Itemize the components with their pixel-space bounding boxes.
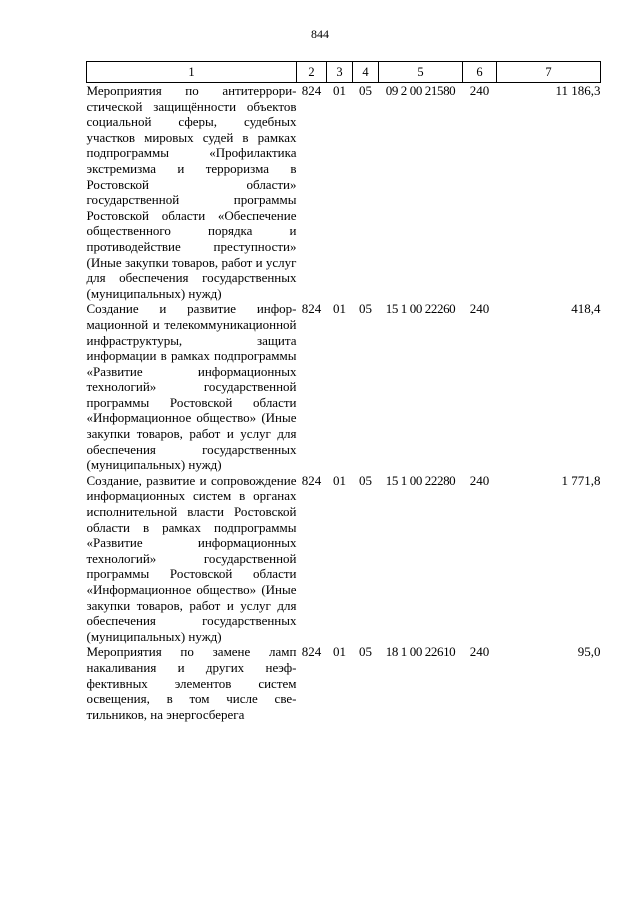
table-row (87, 473, 601, 645)
row-subsection-code: 05 (359, 83, 372, 98)
row-target-code: 15 1 00 22260 (385, 301, 456, 317)
row-ministry-code: 824 (301, 301, 322, 317)
header-col-7: 7 (497, 62, 601, 83)
row-section-code: 01 (333, 301, 346, 317)
header-col-1: 1 (87, 62, 297, 83)
row-section-code: 01 (333, 644, 346, 660)
header-col-5: 5 (379, 62, 463, 83)
row-ministry-code: 824 (301, 83, 322, 98)
row-expense-type: 240 (469, 83, 490, 98)
row-target-code: 18 1 00 22610 (385, 644, 456, 660)
row-target-code: 15 1 00 22280 (385, 472, 456, 488)
row-name: Создание и развитие информационной и телекоммуникационной инфраструктуры, защита информации в рамках подпрограммы «Развитие информационных технологий» государственной программы Ростовской области «Информационное общество» (Иные закупки товаров, работ и услуг для обеспечения государственных (муниципальных) нужд) (86, 301, 297, 473)
row-subsection-code: 05 (359, 644, 372, 660)
row-amount: 95,0 (577, 644, 601, 660)
row-amount: 418,4 (571, 301, 601, 317)
row-amount: 11 186,3 (555, 83, 601, 98)
row-subsection-code: 05 (359, 472, 372, 488)
row-expense-type: 240 (469, 472, 490, 488)
row-amount: 1 771,8 (561, 472, 601, 488)
header-col-2: 2 (297, 62, 327, 83)
page-number: 844 (311, 27, 329, 41)
row-name: Создание, развитие и сопровождение информационных систем в органах исполнительной власти Ростовской области в рамках подпрограммы «Развитие информационных технологий» государственной программы Ростовской области «Информационное общество» (Иные закупки товаров, работ и услуг для обеспечения государственных (муниципальных) нужд) (86, 472, 297, 644)
header-col-3: 3 (327, 62, 353, 83)
row-ministry-code: 824 (301, 472, 322, 488)
header-col-6: 6 (463, 62, 497, 83)
header-col-4: 4 (353, 62, 379, 83)
table-row (87, 83, 601, 302)
table-row (87, 301, 601, 473)
row-ministry-code: 824 (301, 644, 322, 660)
row-expense-type: 240 (469, 644, 490, 660)
budget-table (86, 61, 601, 722)
header-row (87, 62, 601, 83)
row-section-code: 01 (333, 472, 346, 488)
table-row (87, 644, 601, 722)
row-name: Мероприятия по замене ламп накаливания и других неэффективных элементов систем освещения, в том числе светильников, на энергосберега (86, 644, 297, 722)
row-name: Мероприятия по антитеррористической защищённости объектов социальной сферы, судебных участков мировых судей в рамках подпрограммы «Профилактика экстремизма и терроризма в Ростовской области» государственной программы Ростовской области «Обеспечение общественного порядка и противодействие преступности» (Иные закупки товаров, работ и услуг для обеспечения государственных (муниципальных) нужд) (86, 83, 297, 301)
row-section-code: 01 (333, 83, 346, 98)
row-expense-type: 240 (469, 301, 490, 317)
row-target-code: 09 2 00 21580 (385, 83, 456, 98)
row-subsection-code: 05 (359, 301, 372, 317)
